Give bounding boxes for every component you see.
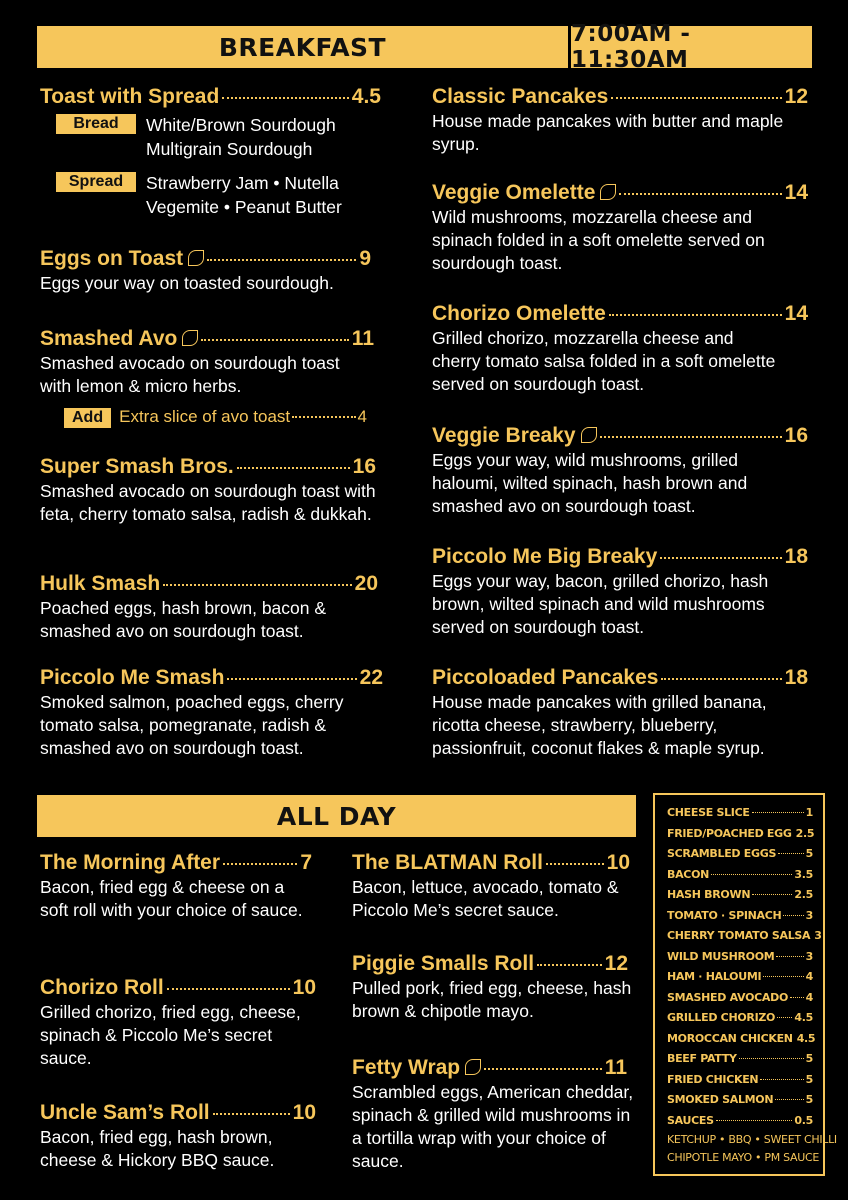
extra-price: 1 <box>805 806 813 819</box>
menu-item-chorizo-omelette <box>432 301 808 396</box>
extra-row <box>667 1111 813 1132</box>
all-day-title: ALL DAY <box>276 801 397 831</box>
dot-leader <box>752 812 804 813</box>
menu-item-super-smash-bros <box>40 454 376 526</box>
extra-price: 3 <box>805 908 813 922</box>
extra-row <box>667 926 822 947</box>
item-description: Scrambled eggs, American cheddar, spinach & grilled wild mushrooms in a tortilla wrap with your choice of sauce. <box>352 1082 634 1171</box>
extra-price: 4.5 <box>796 1031 816 1045</box>
item-price: 20 <box>354 572 378 595</box>
dot-leader <box>222 97 348 99</box>
dot-leader <box>227 678 356 680</box>
extra-name: CHERRY TOMATO SALSA <box>667 929 811 942</box>
item-title <box>40 665 383 691</box>
item-price: 14 <box>784 302 808 325</box>
spread-options <box>56 171 342 219</box>
item-name: Veggie Breaky <box>432 424 576 447</box>
addon-text: Extra slice of avo toast <box>119 407 291 426</box>
breakfast-header <box>37 26 568 68</box>
item-title <box>432 301 808 327</box>
item-price: 10 <box>292 1101 316 1124</box>
item-title <box>40 326 374 352</box>
item-description: Poached eggs, hash brown, bacon & smashed avo on sourdough toast. <box>40 598 327 641</box>
extra-row <box>667 947 813 968</box>
extra-price: 4 <box>805 970 813 983</box>
extra-name: SMASHED AVOCADO <box>667 990 788 1004</box>
item-name: Uncle Sam’s Roll <box>40 1101 210 1124</box>
item-description: Smashed avocado on sourdough toast with lemon & micro herbs. <box>40 353 340 396</box>
item-title <box>352 1055 627 1081</box>
dot-leader <box>752 894 792 895</box>
dot-leader <box>790 997 804 998</box>
breakfast-hours: 7:00AM - 11:30AM <box>571 21 691 73</box>
extra-price: 3 <box>805 949 813 963</box>
extra-row <box>667 865 813 886</box>
bread-line-1: White/Brown Sourdough <box>146 115 336 135</box>
spread-line-1: Strawberry Jam • Nutella <box>146 173 339 193</box>
menu-item-piccolo-me-big-breaky <box>432 544 808 639</box>
dot-leader <box>484 1068 602 1070</box>
addon-price: 4 <box>357 407 367 426</box>
item-price: 10 <box>606 851 630 874</box>
spread-tag: Spread <box>56 172 136 192</box>
item-title <box>40 571 378 597</box>
extra-row <box>667 988 813 1009</box>
extra-name: BEEF PATTY <box>667 1052 737 1065</box>
extra-row <box>667 1049 813 1070</box>
item-price: 9 <box>359 247 371 270</box>
dot-leader <box>537 964 602 966</box>
item-name: Super Smash Bros. <box>40 455 234 478</box>
item-description: Grilled chorizo, fried egg, cheese, spinach & Piccolo Me’s secret sauce. <box>40 1002 301 1068</box>
bread-line-2: Multigrain Sourdough <box>146 139 313 159</box>
dot-leader <box>609 314 782 316</box>
item-description: Grilled chorizo, mozzarella cheese and cherry tomato salsa folded in a soft omelette served on sourdough toast. <box>432 328 776 394</box>
item-price: 4.5 <box>351 85 381 108</box>
dot-leader <box>739 1058 804 1059</box>
menu-item-piccolo-me-smash <box>40 665 383 760</box>
menu-item-smashed-avo <box>40 326 374 398</box>
extra-name: FRIED/POACHED EGG <box>667 826 792 840</box>
vegetarian-leaf-icon <box>182 330 198 346</box>
extra-name: BACON <box>667 867 710 881</box>
item-name: The Morning After <box>40 851 221 874</box>
dot-leader <box>611 97 781 99</box>
item-price: 11 <box>604 1056 627 1079</box>
extra-price: 4 <box>805 990 813 1004</box>
dot-leader <box>783 915 803 916</box>
dot-leader <box>237 467 350 469</box>
add-tag: Add <box>64 408 111 428</box>
item-price: 22 <box>359 666 383 689</box>
item-title <box>432 84 808 110</box>
item-title <box>352 850 630 876</box>
dot-leader <box>167 988 290 990</box>
menu-item-hulk-smash <box>40 571 378 643</box>
extra-name: HAM · HALOUMI <box>667 970 762 983</box>
item-description: Bacon, fried egg, hash brown, cheese & Hickory BBQ sauce. <box>40 1127 275 1170</box>
dot-leader <box>778 853 804 854</box>
dot-leader <box>660 557 781 559</box>
dot-leader <box>292 416 355 418</box>
extra-name: CHEESE SLICE <box>667 806 750 819</box>
avo-addon <box>64 407 367 428</box>
menu-item-fetty-wrap <box>352 1055 634 1173</box>
item-price: 18 <box>784 545 808 568</box>
item-price: 14 <box>784 181 808 204</box>
item-name: Piccolo Me Smash <box>40 666 225 689</box>
item-name: Piggie Smalls Roll <box>352 952 535 975</box>
extra-name: WILD MUSHROOM <box>667 949 775 963</box>
vegetarian-leaf-icon <box>581 427 597 443</box>
item-description: Eggs your way, wild mushrooms, grilled haloumi, wilted spinach, hash brown and smashed avo on sourdough toast. <box>432 450 748 516</box>
dot-leader <box>716 1120 793 1121</box>
dot-leader <box>661 678 781 680</box>
dot-leader <box>776 956 803 957</box>
item-description: Wild mushrooms, mozzarella cheese and spinach folded in a soft omelette served on sourdough toast. <box>432 207 765 273</box>
sauce-options-line-1: KETCHUP • BBQ • SWEET CHILLI <box>667 1133 837 1146</box>
extra-price: 5 <box>805 847 813 860</box>
item-description: Bacon, lettuce, avocado, tomato & Piccolo Me’s secret sauce. <box>352 877 619 920</box>
extra-name: HASH BROWN <box>667 888 751 901</box>
item-description: Smoked salmon, poached eggs, cherry tomato salsa, pomegranate, radish & smashed avo on sourdough toast. <box>40 692 344 758</box>
item-title <box>40 84 381 110</box>
extra-price: 3.5 <box>794 867 813 881</box>
bread-options-text <box>146 113 336 161</box>
dot-leader <box>213 1113 290 1115</box>
menu-item-veggie-omelette <box>432 180 808 275</box>
item-name: Veggie Omelette <box>432 181 596 204</box>
extra-price: 4.5 <box>794 1011 813 1024</box>
item-name: Piccoloaded Pancakes <box>432 666 659 689</box>
extra-name: FRIED CHICKEN <box>667 1072 759 1086</box>
item-name: Toast with Spread <box>40 85 220 108</box>
extra-name: TOMATO · SPINACH <box>667 908 782 922</box>
item-price: 16 <box>784 424 808 447</box>
spread-options-text <box>146 171 342 219</box>
extra-row <box>667 885 813 906</box>
extra-name: SMOKED SALMON <box>667 1093 774 1106</box>
extra-row <box>667 1029 816 1050</box>
item-name: Hulk Smash <box>40 572 161 595</box>
dot-leader <box>763 976 803 977</box>
vegetarian-leaf-icon <box>465 1059 481 1075</box>
item-title <box>40 975 316 1001</box>
extra-row <box>667 1090 813 1111</box>
menu-item-the-blatman-roll <box>352 850 630 922</box>
extra-price: 2.5 <box>795 826 815 840</box>
item-name: Chorizo Roll <box>40 976 164 999</box>
item-price: 12 <box>784 85 808 108</box>
item-name: Classic Pancakes <box>432 85 609 108</box>
extra-name: SAUCES <box>667 1113 714 1127</box>
dot-leader <box>600 436 782 438</box>
item-title <box>432 665 808 691</box>
extra-price: 0.5 <box>794 1113 813 1127</box>
item-title <box>40 1100 316 1126</box>
menu-item-uncle-sams-roll <box>40 1100 316 1172</box>
menu-item-eggs-on-toast <box>40 246 371 295</box>
item-title <box>432 423 808 449</box>
item-price: 7 <box>300 851 312 874</box>
item-title <box>432 180 808 206</box>
addon-line <box>119 407 367 427</box>
item-title <box>352 951 628 977</box>
dot-leader <box>546 863 604 865</box>
dot-leader <box>163 584 351 586</box>
extra-row <box>667 803 813 824</box>
menu-item-classic-pancakes <box>432 84 808 156</box>
item-name: Fetty Wrap <box>352 1056 461 1079</box>
item-description: Pulled pork, fried egg, cheese, hash brown & chipotle mayo. <box>352 978 632 1021</box>
dot-leader <box>760 1079 803 1080</box>
breakfast-title: BREAKFAST <box>218 32 387 62</box>
item-description: Eggs your way on toasted sourdough. <box>40 273 334 293</box>
vegetarian-leaf-icon <box>188 250 204 266</box>
item-title <box>40 454 376 480</box>
item-title <box>40 246 371 272</box>
menu-item-the-morning-after <box>40 850 312 922</box>
bread-tag: Bread <box>56 114 136 134</box>
item-price: 16 <box>352 455 376 478</box>
dot-leader <box>207 259 356 261</box>
menu-item-piggie-smalls-roll <box>352 951 632 1023</box>
item-description: Eggs your way, bacon, grilled chorizo, hash brown, wilted spinach and wild mushrooms served on sourdough toast. <box>432 571 769 637</box>
extras-box <box>653 793 837 1176</box>
dot-leader <box>711 874 792 875</box>
extra-row <box>667 967 813 988</box>
extra-price: 2.5 <box>794 888 813 901</box>
extra-row <box>667 824 813 845</box>
vegetarian-leaf-icon <box>600 184 616 200</box>
dot-leader <box>201 339 348 341</box>
item-name: Chorizo Omelette <box>432 302 606 325</box>
breakfast-hours-box <box>571 21 812 73</box>
item-description: House made pancakes with butter and maple syrup. <box>432 111 784 154</box>
item-price: 12 <box>604 952 628 975</box>
extra-row <box>667 1008 813 1029</box>
item-description: House made pancakes with grilled banana, ricotta cheese, strawberry, blueberry, passionfruit, coconut flakes & maple syrup. <box>432 692 767 758</box>
item-name: Smashed Avo <box>40 327 178 350</box>
extra-price: 3 <box>814 929 822 942</box>
extra-price: 5 <box>805 1093 813 1106</box>
extra-name: SCRAMBLED EGGS <box>667 847 777 860</box>
menu-item-piccoloaded-pancakes <box>432 665 808 760</box>
item-price: 10 <box>292 976 316 999</box>
dot-leader <box>777 1017 792 1018</box>
item-description: Bacon, fried egg & cheese on a soft roll with your choice of sauce. <box>40 877 303 920</box>
menu-item-veggie-breaky <box>432 423 808 518</box>
extra-price: 5 <box>805 1052 813 1065</box>
item-description: Smashed avocado on sourdough toast with feta, cherry tomato salsa, radish & dukkah. <box>40 481 376 524</box>
item-name: Piccolo Me Big Breaky <box>432 545 658 568</box>
item-name: Eggs on Toast <box>40 247 184 270</box>
item-name: The BLATMAN Roll <box>352 851 543 874</box>
extra-price: 5 <box>805 1072 813 1086</box>
bread-options <box>56 113 336 161</box>
dot-leader <box>619 193 781 195</box>
extra-name: MOROCCAN CHICKEN <box>667 1031 793 1045</box>
item-price: 11 <box>351 327 374 350</box>
item-price: 18 <box>784 666 808 689</box>
dot-leader <box>775 1099 803 1100</box>
extra-name: GRILLED CHORIZO <box>667 1011 776 1024</box>
extra-row <box>667 844 813 865</box>
spread-line-2: Vegemite • Peanut Butter <box>146 197 342 217</box>
menu-item-chorizo-roll <box>40 975 316 1070</box>
menu-item-toast-with-spread <box>40 84 381 110</box>
dot-leader <box>223 863 297 865</box>
item-title <box>40 850 312 876</box>
extra-row <box>667 906 813 927</box>
extra-row <box>667 1070 813 1091</box>
all-day-header <box>37 795 636 837</box>
item-title <box>432 544 808 570</box>
sauce-options-line-2: CHIPOTLE MAYO • PM SAUCE <box>667 1151 820 1164</box>
